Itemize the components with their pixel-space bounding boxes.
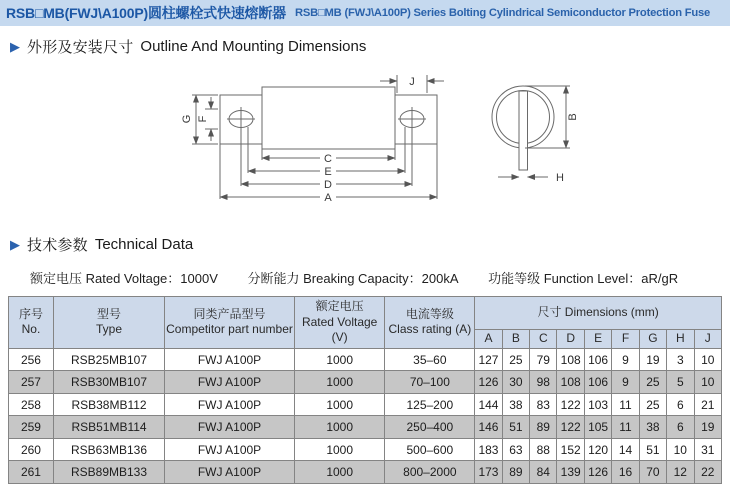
technical-data-table — [8, 296, 722, 484]
dim-label-a: A — [324, 192, 332, 204]
table-cell: 12 — [667, 461, 694, 484]
table-cell: RSB63MB136 — [53, 438, 164, 461]
table-cell: 21 — [694, 393, 721, 416]
section-technical-label-cn: 技术参数 — [27, 237, 88, 254]
table-cell: 5 — [667, 371, 694, 394]
table-cell: 144 — [475, 393, 502, 416]
table-cell: 106 — [584, 371, 611, 394]
table-cell: 9 — [612, 371, 639, 394]
table-cell: 146 — [475, 416, 502, 439]
table-cell: 9 — [612, 348, 639, 371]
table-cell: 84 — [530, 461, 557, 484]
table-cell: 1000 — [294, 438, 385, 461]
table-cell: 183 — [475, 438, 502, 461]
outline-drawing-svg — [0, 57, 730, 224]
table-cell: 38 — [639, 416, 666, 439]
section-outline-dimensions — [10, 36, 730, 57]
section-technical-data — [10, 234, 730, 255]
table-cell: 125–200 — [385, 393, 475, 416]
table-cell: 35–60 — [385, 348, 475, 371]
table-cell: 25 — [639, 393, 666, 416]
table-cell: 10 — [694, 371, 721, 394]
table-row — [9, 438, 722, 461]
end-view — [492, 86, 570, 177]
table-cell: 89 — [502, 461, 529, 484]
table-cell: 70 — [639, 461, 666, 484]
table-cell: RSB51MB114 — [53, 416, 164, 439]
dim-col-d: D — [557, 329, 584, 348]
function-level-spec: 功能等级 Function Level：aR/gR — [488, 271, 679, 286]
table-cell: 89 — [530, 416, 557, 439]
table-cell: 260 — [9, 438, 54, 461]
table-row — [9, 371, 722, 394]
table-cell: 10 — [694, 348, 721, 371]
dim-col-g: G — [639, 329, 666, 348]
dim-label-j: J — [409, 76, 415, 88]
table-cell: 25 — [502, 348, 529, 371]
table-cell: 258 — [9, 393, 54, 416]
table-cell: 16 — [612, 461, 639, 484]
table-cell: 139 — [557, 461, 584, 484]
dim-col-f: F — [612, 329, 639, 348]
table-cell: 31 — [694, 438, 721, 461]
outline-drawing — [0, 57, 730, 224]
table-cell: 63 — [502, 438, 529, 461]
dim-label-b: B — [567, 113, 579, 121]
table-cell: 126 — [475, 371, 502, 394]
dim-col-e: E — [584, 329, 611, 348]
table-cell: 261 — [9, 461, 54, 484]
table-cell: 1000 — [294, 348, 385, 371]
table-cell: 1000 — [294, 461, 385, 484]
table-cell: 122 — [557, 393, 584, 416]
dim-col-j: J — [694, 329, 721, 348]
ratings-summary — [30, 268, 730, 286]
table-cell: 103 — [584, 393, 611, 416]
dim-label-f: F — [197, 115, 209, 123]
table-cell: 250–400 — [385, 416, 475, 439]
table-cell: 6 — [667, 393, 694, 416]
table-cell: 105 — [584, 416, 611, 439]
page-title-en: RSB□MB (FWJ\A100P) Series Bolting Cylindrical Semiconductor Protection Fuse — [294, 7, 711, 19]
front-view — [192, 75, 444, 199]
table-cell: 11 — [612, 393, 639, 416]
table-cell: 11 — [612, 416, 639, 439]
table-cell: RSB25MB107 — [53, 348, 164, 371]
table-cell: 88 — [530, 438, 557, 461]
table-row — [9, 348, 722, 371]
table-cell: 1000 — [294, 371, 385, 394]
breaking-capacity-spec: 分断能力 Breaking Capacity：200kA — [247, 271, 459, 286]
table-cell: FWJ A100P — [165, 348, 295, 371]
table-cell: 120 — [584, 438, 611, 461]
table-cell: 30 — [502, 371, 529, 394]
table-cell: RSB89MB133 — [53, 461, 164, 484]
col-header-competitor: 同类产品型号 Competitor part number — [165, 297, 295, 349]
table-cell: 500–600 — [385, 438, 475, 461]
table-cell: 126 — [584, 461, 611, 484]
triangle-bullet-icon: ▶ — [10, 38, 20, 54]
table-row — [9, 393, 722, 416]
table-cell: FWJ A100P — [165, 371, 295, 394]
table-cell: 259 — [9, 416, 54, 439]
section-technical-label-en: Technical Data — [94, 236, 194, 253]
dim-col-c: C — [530, 329, 557, 348]
table-cell: 122 — [557, 416, 584, 439]
table-cell: FWJ A100P — [165, 393, 295, 416]
table-cell: 108 — [557, 348, 584, 371]
page-title-cn: RSB□MB(FWJ\A100P)圆柱螺栓式快速熔断器 — [6, 5, 286, 21]
dim-col-h: H — [667, 329, 694, 348]
table-cell: 6 — [667, 416, 694, 439]
table-cell: RSB30MB107 — [53, 371, 164, 394]
table-cell: 1000 — [294, 416, 385, 439]
table-cell: 1000 — [294, 393, 385, 416]
table-cell: 19 — [694, 416, 721, 439]
table-cell: 14 — [612, 438, 639, 461]
table-cell: 25 — [639, 371, 666, 394]
table-cell: 127 — [475, 348, 502, 371]
col-header-dimensions: 尺寸 Dimensions (mm) — [475, 297, 722, 330]
table-cell: 51 — [639, 438, 666, 461]
table-cell: 257 — [9, 371, 54, 394]
table-cell: RSB38MB112 — [53, 393, 164, 416]
table-cell: 98 — [530, 371, 557, 394]
table-row — [9, 461, 722, 484]
col-header-voltage: 额定电压 Rated Voltage (V) — [294, 297, 385, 349]
title-bar — [0, 0, 730, 26]
end-view-labels — [556, 113, 579, 184]
table-cell: FWJ A100P — [165, 438, 295, 461]
table-cell: 10 — [667, 438, 694, 461]
table-cell: 800–2000 — [385, 461, 475, 484]
table-cell: 51 — [502, 416, 529, 439]
col-header-class-rating: 电流等级 Class rating (A) — [385, 297, 475, 349]
section-outline-label-en: Outline And Mounting Dimensions — [140, 38, 367, 55]
table-cell: 106 — [584, 348, 611, 371]
table-cell: 19 — [639, 348, 666, 371]
table-cell: 79 — [530, 348, 557, 371]
dim-label-h: H — [556, 172, 564, 184]
dim-label-e: E — [324, 166, 332, 178]
col-header-no: 序号 No. — [9, 297, 54, 349]
dim-col-b: B — [502, 329, 529, 348]
table-cell: 152 — [557, 438, 584, 461]
table-cell: 70–100 — [385, 371, 475, 394]
dim-label-c: C — [324, 153, 332, 165]
table-cell: 173 — [475, 461, 502, 484]
table-cell: FWJ A100P — [165, 416, 295, 439]
technical-table-body — [9, 348, 722, 483]
table-row — [9, 416, 722, 439]
table-cell: 38 — [502, 393, 529, 416]
triangle-bullet-icon: ▶ — [10, 236, 20, 252]
section-outline-label-cn: 外形及安装尺寸 — [27, 39, 134, 56]
table-cell: 22 — [694, 461, 721, 484]
dim-label-g: G — [181, 114, 193, 124]
col-header-type: 型号 Type — [53, 297, 164, 349]
table-cell: 83 — [530, 393, 557, 416]
table-cell: 256 — [9, 348, 54, 371]
table-cell: FWJ A100P — [165, 461, 295, 484]
rated-voltage-spec: 额定电压 Rated Voltage：1000V — [30, 271, 218, 286]
table-cell: 3 — [667, 348, 694, 371]
table-cell: 108 — [557, 371, 584, 394]
dim-label-d: D — [324, 179, 332, 191]
dim-col-a: A — [475, 329, 502, 348]
